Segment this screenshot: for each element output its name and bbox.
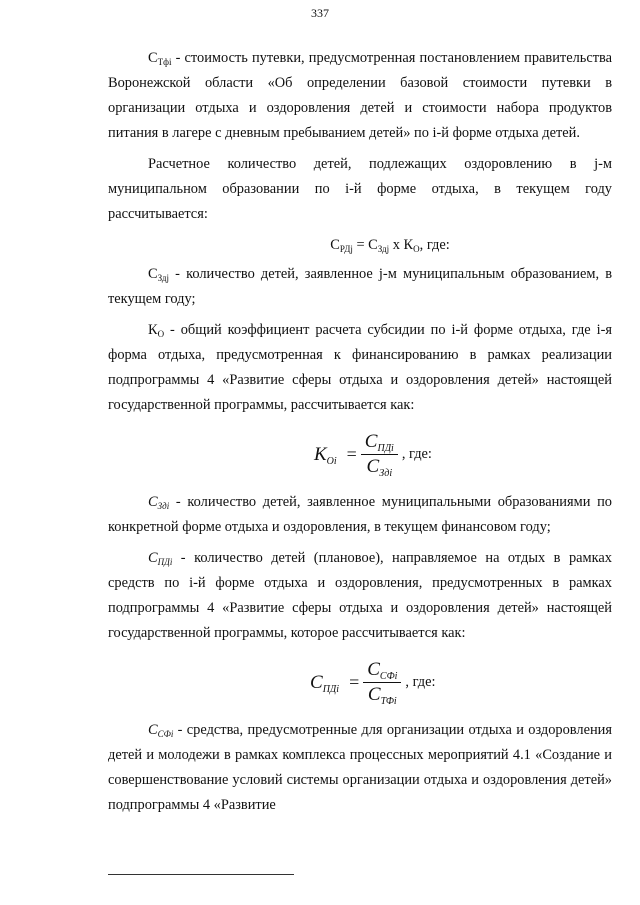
paragraph-c-sfi: $С_{СФi}$ - средства, предусмотренные для организации отдыха и оздоровления детей и молодежи в рамках комплекса процессных мероприятий 4.1 «Создание и совершенствование условий системы организации отдыха и оздоровления детей» подпрограммы 4 «Развитие <box>108 722 612 813</box>
equation-c-rdj: $С_{РДj} = С_{Здj}$ х $К_О$, где: <box>330 237 450 254</box>
paragraph-c-pdi: $С_{ПДi}$ - количество детей (плановое), направляемое на отдых в рамках средств по i-й форме отдыха и оздоровления, предусмотренных в рамках подпрограммы 4 «Развитие сферы отдыха и оздоровления детей» настоящей государственной программы, которое рассчитывается как: <box>108 550 612 641</box>
symbol: $С_{СФi}$ <box>148 722 174 739</box>
equation-k-oi: $К_{Оi}$ = $\frac{С_{ПДi}}{С_{Здi}}$ , где: <box>314 430 432 479</box>
document-body <box>108 46 612 824</box>
where-label: , где: <box>405 673 436 690</box>
lhs: $С_{ПДi}$ <box>310 671 340 695</box>
equation-c-pdi: $С_{ПДi}$ = $\frac{С_{СФi}}{С_{ТФi}}$ , где: <box>310 658 436 707</box>
symbol: $С_{ПДi}$ <box>148 550 173 567</box>
symbol: $С_{Тфi}$ <box>148 50 172 67</box>
paragraph-k-o: $К_О$ - общий коэффициент расчета субсидии по i-й форме отдыха, где i-я форма отдыха, предусмотренная к финансированию в рамках реализации подпрограммы 4 «Развитие сферы отдыха и оздоровления детей» настоящей государственной программы, рассчитывается как: <box>108 322 612 413</box>
denominator: $С_{Здi}$ <box>366 455 393 479</box>
fraction <box>361 430 398 479</box>
symbol: $С_{Здi}$ <box>148 494 170 511</box>
footnote-separator <box>108 874 294 875</box>
page-number: 337 <box>311 6 329 20</box>
paragraph-c-tfi: $С_{Тфi}$ - стоимость путевки, предусмотренная постановлением правительства Воронежской области «Об определении базовой стоимости путевки в организации отдыха и оздоровления детей и стоимости набора продуктов питания в лагере с дневным пребыванием детей» по i-й форме отдыха детей. <box>108 50 612 141</box>
symbol: $С_{Здj}$ <box>148 266 169 283</box>
fraction <box>363 658 401 707</box>
denominator: $С_{ТФi}$ <box>367 683 397 707</box>
numerator: $С_{СФi}$ <box>367 658 398 682</box>
paragraph-estimated-count: Расчетное количество детей, подлежащих оздоровлению в j-м муниципальном образовании по i-й форме отдыха, в текущем году рассчитывается: <box>108 156 612 222</box>
where-label: , где: <box>401 445 432 462</box>
paragraph-c-zdi: $С_{Здi}$ - количество детей, заявленное муниципальными образованиями по конкретной форме отдыха и оздоровления, в текущем финансовом году; <box>108 494 612 535</box>
numerator: $С_{ПДi}$ <box>364 430 394 454</box>
lhs: $К_{Оi}$ <box>314 443 337 467</box>
paragraph-c-zdj: $С_{Здj}$ - количество детей, заявленное j-м муниципальным образованием, в текущем году; <box>108 266 612 307</box>
symbol: $К_О$ <box>148 322 165 339</box>
